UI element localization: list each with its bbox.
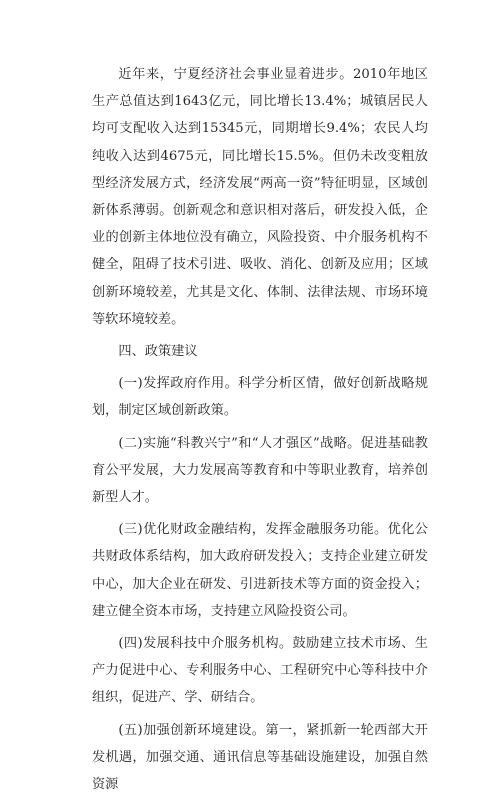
document-body	[92, 61, 428, 803]
paragraph-education-talent-strategy: (二)实施“科教兴宁”和“人才强区”战略。促进基础教育公平发展，大力发展高等教育和中等职业教育，培养创新型人才。	[92, 435, 428, 506]
paragraph-tech-intermediary: (四)发展科技中介服务机构。鼓励建立技术市场、生产力促进中心、专利服务中心、工程研究中心等科技中介组织，促进产、学、研结合。	[92, 636, 428, 706]
section-heading-policy-suggestions: 四、政策建议	[118, 344, 198, 360]
paragraph-economic-overview: 近年来，宁夏经济社会事业显着进步。2010年地区生产总值达到1643亿元，同比增长13.4%；城镇居民人均可支配收入达到15345元，同期增长9.4%；农民人均纯收入达到4675元，同比增长15.5%。但仍未改变粗放型经济发展方式，经济发展“两高一资”特征明显，区域创新体系薄弱。创新观念和意识相对落后，研发投入低，企业的创新主体地位没有确立，风险投资、中介服务机构不健全，阻碍了技术引进、吸收、消化、创新及应用；区域创新环境较差，尤其是文化、体制、法律法规、市场环境等软环境较差。	[92, 67, 428, 327]
paragraph-government-role: (一)发挥政府作用。科学分析区情，做好创新战略规划，制定区域创新政策。	[92, 376, 428, 419]
paragraph-innovation-environment: (五)加强创新环境建设。第一，紧抓新一轮西部大开发机遇，加强交通、通讯信息等基础设施建设，加强自然资源	[92, 722, 428, 793]
paragraph-finance-structure: (三)优化财政金融结构，发挥金融服务功能。优化公共财政体系结构，加大政府研发投入；支持企业建立研发中心，加大企业在研发、引进新技术等方面的资金投入；建立健全资本市场，支持建立风险投资公司。	[92, 522, 428, 619]
